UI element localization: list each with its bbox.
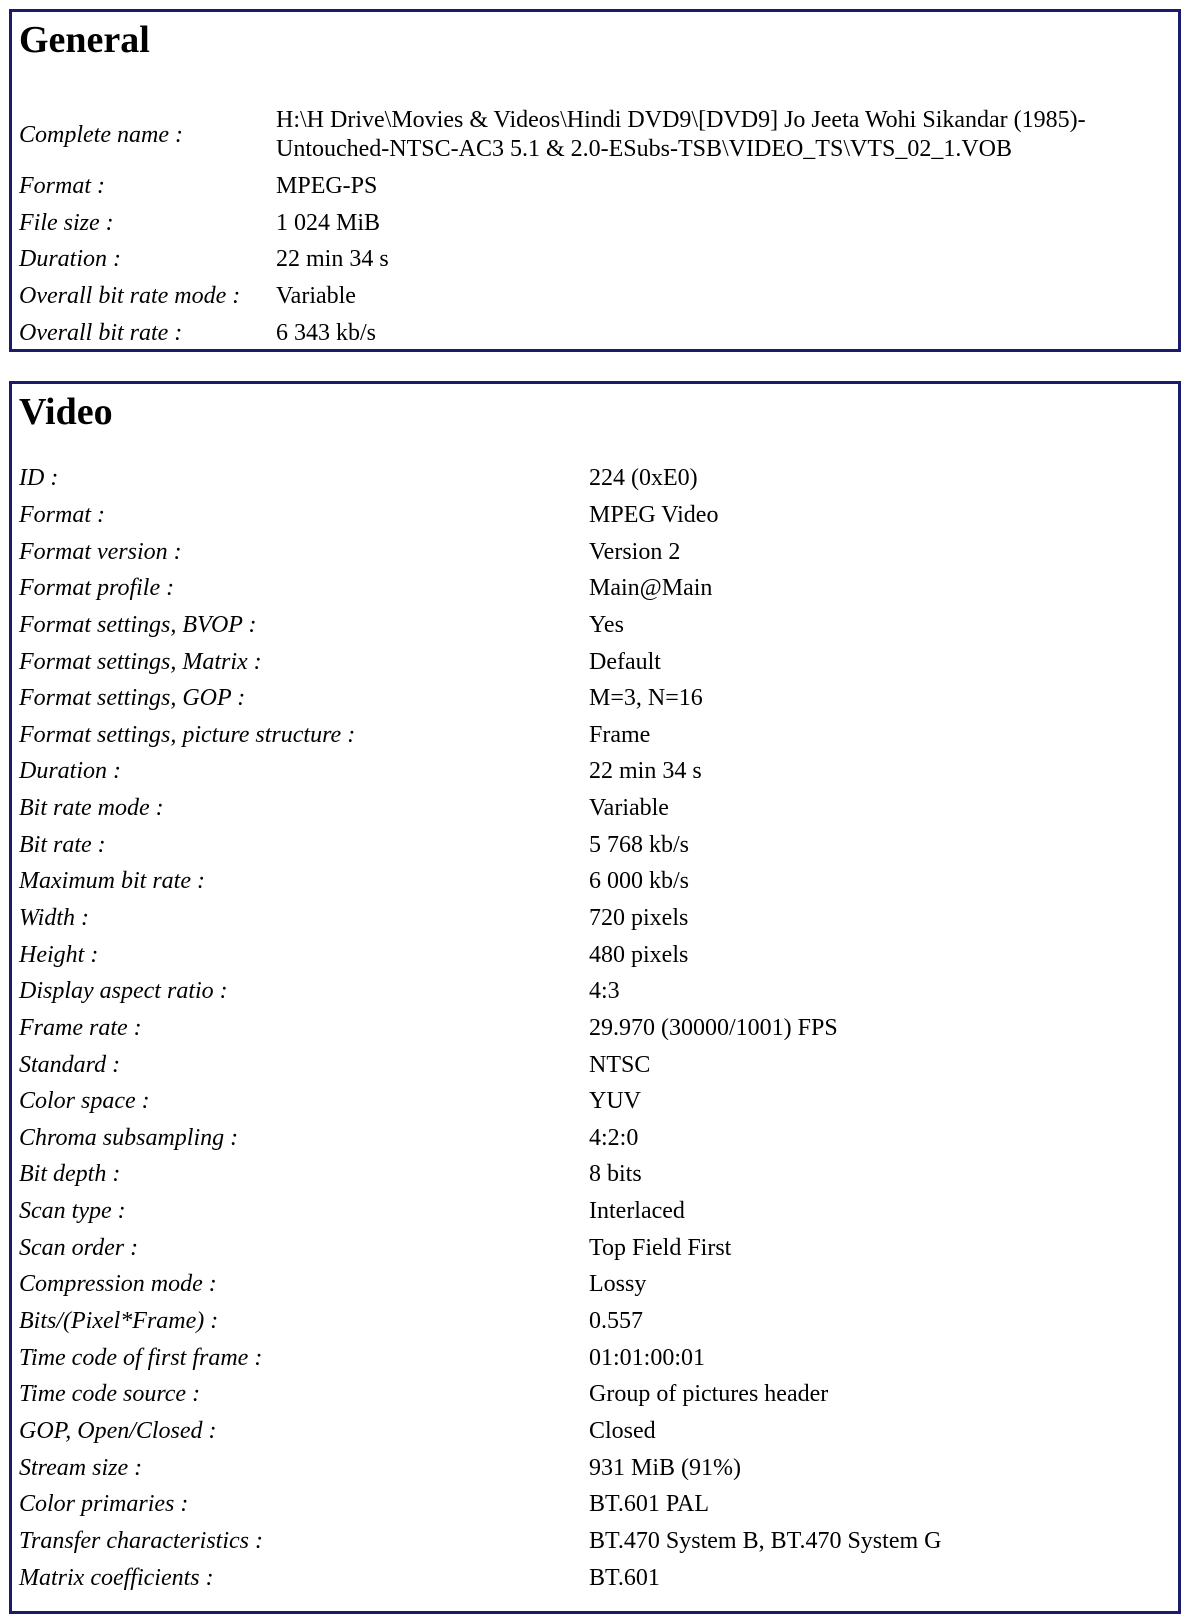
table-row [17, 1229, 941, 1266]
table-row [17, 1559, 941, 1596]
table-row [17, 936, 941, 973]
field-label: Compression mode : [19, 1271, 217, 1298]
video-table [17, 460, 941, 1596]
table-row [17, 1376, 941, 1413]
table-row [17, 607, 941, 644]
field-value: H:\H Drive\Movies & Videos\Hindi DVD9\[DVD9] Jo Jeeta Wohi Sikandar (1985)-Untouched-NTSC-AC3 5.1 & 2.0-ESubs-TSB\VIDEO_TS\VTS_02_1.VOB [276, 107, 1086, 162]
field-value: Yes [589, 611, 624, 638]
field-value: 22 min 34 s [276, 246, 389, 273]
table-row [17, 1523, 941, 1560]
table-row [17, 1083, 941, 1120]
field-label: Bit rate : [19, 831, 106, 858]
table-row [17, 1046, 941, 1083]
field-label: Stream size : [19, 1454, 143, 1481]
table-row [17, 1303, 941, 1340]
field-value: 01:01:00:01 [589, 1344, 706, 1371]
table-row [17, 1266, 941, 1303]
table-row [17, 278, 1178, 315]
field-label: Height : [19, 941, 99, 968]
table-row [17, 643, 941, 680]
table-row [17, 1413, 941, 1450]
field-value: Lossy [589, 1271, 647, 1298]
field-value: Default [589, 648, 661, 675]
table-row [17, 241, 1178, 278]
field-value: BT.470 System B, BT.470 System G [589, 1527, 942, 1554]
general-section [9, 9, 1181, 352]
field-label: Bit rate mode : [19, 795, 164, 822]
field-label: Bit depth : [19, 1161, 121, 1188]
table-row [17, 1449, 941, 1486]
table-row [17, 314, 1178, 351]
field-value: 8 bits [589, 1161, 642, 1188]
field-label: Format : [19, 501, 105, 528]
field-value: Version 2 [589, 538, 681, 565]
field-label: ID : [19, 465, 59, 492]
table-row [17, 680, 941, 717]
field-value: Main@Main [589, 575, 713, 602]
table-row [17, 168, 1178, 205]
table-row [17, 533, 941, 570]
field-value: M=3, N=16 [589, 685, 703, 712]
field-label: Chroma subsampling : [19, 1124, 239, 1151]
table-row [17, 973, 941, 1010]
table-row [17, 102, 1178, 168]
field-value: MPEG-PS [276, 173, 378, 200]
field-label: Time code source : [19, 1381, 201, 1408]
field-label: Complete name : [19, 122, 183, 148]
field-value: MPEG Video [589, 501, 719, 528]
table-row [17, 460, 941, 497]
field-label: Format : [19, 173, 105, 200]
video-heading: Video [19, 391, 113, 433]
field-label: Duration : [19, 246, 121, 273]
field-label: Format settings, Matrix : [19, 648, 262, 675]
table-row [17, 497, 941, 534]
table-row [17, 1193, 941, 1230]
field-value: 931 MiB (91%) [589, 1454, 741, 1481]
field-label: Maximum bit rate : [19, 868, 205, 895]
table-row [17, 1120, 941, 1157]
field-label: Scan type : [19, 1198, 126, 1225]
field-label: Format profile : [19, 575, 175, 602]
field-label: Format settings, picture structure : [19, 721, 356, 748]
field-label: Frame rate : [19, 1014, 142, 1041]
field-value: Group of pictures header [589, 1381, 829, 1408]
table-row [17, 826, 941, 863]
field-value: YUV [589, 1088, 641, 1115]
field-label: Width : [19, 905, 89, 931]
field-value: 224 (0xE0) [589, 465, 698, 492]
field-value: 480 pixels [589, 941, 689, 968]
field-label: GOP, Open/Closed : [19, 1417, 217, 1444]
field-value: 5 768 kb/s [589, 831, 690, 858]
field-label: Format version : [19, 538, 182, 565]
table-row [17, 1010, 941, 1047]
field-value: Variable [276, 283, 356, 310]
field-label: Color space : [19, 1088, 150, 1115]
table-row [17, 753, 941, 790]
field-value: 6 000 kb/s [589, 868, 690, 895]
field-value: 4:2:0 [589, 1124, 639, 1151]
field-label: Scan order : [19, 1234, 139, 1261]
field-value: Variable [589, 795, 669, 822]
field-value: Interlaced [589, 1198, 685, 1225]
video-section [9, 381, 1181, 1614]
field-value: 6 343 kb/s [276, 319, 377, 346]
table-row [17, 863, 941, 900]
table-row [17, 570, 941, 607]
field-value: BT.601 PAL [589, 1491, 710, 1518]
field-value: BT.601 [589, 1564, 660, 1591]
field-value: 1 024 MiB [276, 209, 381, 236]
field-label: File size : [19, 209, 114, 236]
field-label: Color primaries : [19, 1491, 189, 1518]
field-label: Overall bit rate mode : [19, 283, 241, 310]
field-value: Top Field First [589, 1234, 732, 1261]
field-value: Frame [589, 721, 651, 748]
field-value: 720 pixels [589, 905, 689, 931]
table-row [17, 1339, 941, 1376]
field-label: Display aspect ratio : [19, 978, 228, 1005]
field-value: 22 min 34 s [589, 758, 702, 785]
field-value: 4:3 [589, 978, 620, 1005]
table-row [17, 790, 941, 827]
field-label: Duration : [19, 758, 121, 785]
field-label: Transfer characteristics : [19, 1527, 263, 1554]
table-row [17, 1486, 941, 1523]
field-value: 0.557 [589, 1308, 643, 1335]
field-label: Bits/(Pixel*Frame) : [19, 1308, 219, 1335]
field-value: Closed [589, 1417, 656, 1444]
table-row [17, 716, 941, 753]
table-row [17, 900, 941, 937]
field-label: Matrix coefficients : [19, 1564, 214, 1591]
field-value: NTSC [589, 1051, 651, 1078]
table-row [17, 205, 1178, 242]
table-row [17, 1156, 941, 1193]
general-table [17, 102, 1178, 351]
field-label: Format settings, BVOP : [19, 611, 257, 638]
field-label: Standard : [19, 1051, 121, 1078]
field-label: Overall bit rate : [19, 319, 183, 346]
field-label: Time code of first frame : [19, 1344, 263, 1371]
general-heading: General [19, 19, 150, 61]
field-label: Format settings, GOP : [19, 685, 246, 712]
field-value: 29.970 (30000/1001) FPS [589, 1014, 838, 1041]
